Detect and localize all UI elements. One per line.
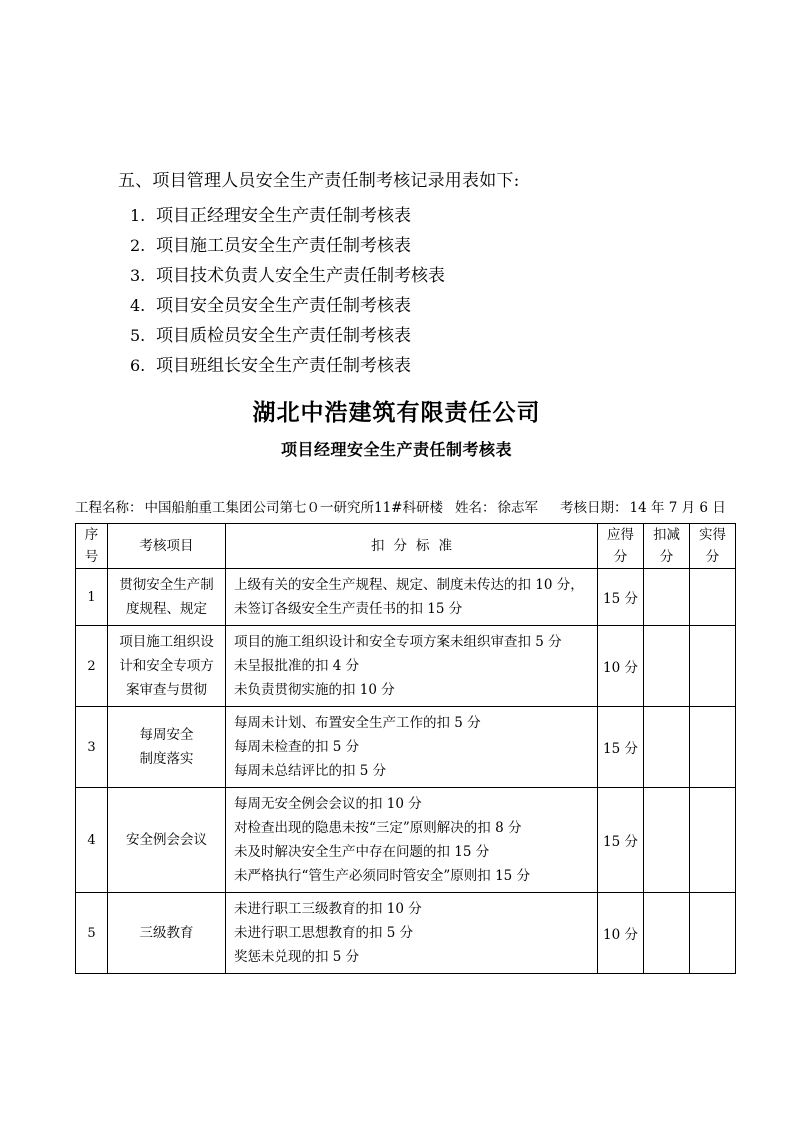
cell-deducted-score[interactable] bbox=[644, 569, 690, 626]
review-date-value: 14 年 7 月 6 日 bbox=[629, 500, 726, 516]
table-row bbox=[76, 626, 736, 707]
list-item-number: 1. bbox=[130, 206, 146, 225]
table-header bbox=[76, 524, 736, 569]
deduction-standard-line: 未负责贯彻实施的扣 10 分 bbox=[234, 682, 395, 698]
assessment-item-line: 安全例会会议 bbox=[126, 832, 207, 848]
cell-actual-score[interactable] bbox=[690, 626, 736, 707]
cell-deducted-score[interactable] bbox=[644, 707, 690, 788]
cell-should-score[interactable]: 15 分 bbox=[598, 788, 644, 893]
cell-assessment-item bbox=[108, 788, 226, 893]
cell-should-score[interactable]: 15 分 bbox=[598, 569, 644, 626]
list-item-number: 2. bbox=[130, 236, 146, 255]
list-item-number: 3. bbox=[130, 266, 146, 285]
cell-assessment-item bbox=[108, 626, 226, 707]
cell-actual-score[interactable] bbox=[690, 569, 736, 626]
column-header-deduct-line1: 扣减 bbox=[653, 527, 680, 543]
table-body bbox=[76, 569, 736, 974]
cell-deduction-standard bbox=[226, 569, 598, 626]
list-item bbox=[130, 261, 445, 291]
list-item bbox=[130, 201, 445, 231]
deduction-standard-line: 未严格执行“管生产必须同时管安全”原则扣 15 分 bbox=[234, 868, 531, 884]
deduction-standard-line: 每周未总结评比的扣 5 分 bbox=[234, 763, 387, 779]
assessment-item-line: 度规程、规定 bbox=[126, 601, 207, 617]
assessment-item-line: 计和安全专项方 bbox=[119, 658, 214, 674]
cell-deduction-standard bbox=[226, 626, 598, 707]
column-header-item: 考核项目 bbox=[108, 524, 226, 569]
list-item-label: 项目技术负责人安全生产责任制考核表 bbox=[156, 266, 445, 286]
deduction-standard-line: 对检查出现的隐患未按“三定”原则解决的扣 8 分 bbox=[234, 820, 522, 836]
deduction-standard-line: 上级有关的安全生产规程、规定、制度未传达的扣 10 分， bbox=[234, 577, 584, 593]
column-header-deducted-score bbox=[644, 524, 690, 569]
column-header-actual-line2: 分 bbox=[705, 549, 720, 565]
deduction-standard-line: 每周未计划、布置安全生产工作的扣 5 分 bbox=[234, 715, 481, 731]
column-header-actual-line1: 实得 bbox=[699, 527, 726, 543]
column-header-actual-score bbox=[690, 524, 736, 569]
evaluation-table bbox=[75, 523, 736, 974]
cell-assessment-item bbox=[108, 707, 226, 788]
assessment-item-line: 项目施工组织设 bbox=[119, 634, 214, 650]
person-name-value: 徐志军 bbox=[497, 500, 538, 516]
form-title: 项目经理安全生产责任制考核表 bbox=[280, 440, 512, 459]
list-item-label: 项目质检员安全生产责任制考核表 bbox=[156, 326, 411, 346]
cell-assessment-item bbox=[108, 893, 226, 974]
assessment-item-line: 案审查与贯彻 bbox=[126, 682, 207, 698]
cell-actual-score[interactable] bbox=[690, 893, 736, 974]
assessment-item-line: 制度落实 bbox=[139, 751, 194, 767]
column-header-standard: 扣分标准 bbox=[226, 524, 598, 569]
list-item-label: 项目班组长安全生产责任制考核表 bbox=[156, 356, 411, 376]
list-item-number: 6. bbox=[130, 356, 146, 375]
cell-row-number: 2 bbox=[76, 626, 108, 707]
cell-actual-score[interactable] bbox=[690, 788, 736, 893]
cell-row-number: 5 bbox=[76, 893, 108, 974]
assessment-item-line: 每周安全 bbox=[139, 727, 194, 743]
column-header-deduct-line2: 分 bbox=[659, 549, 674, 565]
deduction-standard-line: 项目的施工组织设计和安全专项方案未组织审查扣 5 分 bbox=[234, 634, 562, 650]
cell-row-number: 1 bbox=[76, 569, 108, 626]
form-list bbox=[130, 201, 445, 381]
column-header-no-line2: 号 bbox=[84, 549, 99, 565]
list-item bbox=[130, 321, 445, 351]
cell-row-number: 4 bbox=[76, 788, 108, 893]
deduction-standard-line: 每周无安全例会会议的扣 10 分 bbox=[234, 796, 422, 812]
column-header-should-score bbox=[598, 524, 644, 569]
project-name-value: 中国船舶重工集团公司第七０一研究所11#科研楼 bbox=[144, 500, 443, 516]
list-item bbox=[130, 291, 445, 321]
cell-assessment-item bbox=[108, 569, 226, 626]
cell-row-number: 3 bbox=[76, 707, 108, 788]
cell-deducted-score[interactable] bbox=[644, 788, 690, 893]
table-header-row bbox=[76, 524, 736, 569]
table-row bbox=[76, 707, 736, 788]
table-row bbox=[76, 788, 736, 893]
company-title: 湖北中浩建筑有限责任公司 bbox=[252, 400, 541, 426]
table-row bbox=[76, 569, 736, 626]
column-header-should-line2: 分 bbox=[613, 549, 628, 565]
review-date-label: 考核日期： bbox=[560, 500, 628, 516]
list-item bbox=[130, 231, 445, 261]
project-name-label: 工程名称： bbox=[75, 500, 143, 516]
cell-should-score[interactable]: 15 分 bbox=[598, 707, 644, 788]
cell-should-score[interactable]: 10 分 bbox=[598, 626, 644, 707]
column-header-should-line1: 应得 bbox=[607, 527, 634, 543]
table-row bbox=[76, 893, 736, 974]
assessment-item-line: 三级教育 bbox=[139, 925, 194, 941]
cell-deduction-standard bbox=[226, 788, 598, 893]
cell-deduction-standard bbox=[226, 707, 598, 788]
deduction-standard-line: 未进行职工思想教育的扣 5 分 bbox=[234, 925, 414, 941]
person-name-label: 姓名： bbox=[455, 500, 496, 516]
list-item-label: 项目正经理安全生产责任制考核表 bbox=[156, 206, 411, 226]
list-item-number: 4. bbox=[130, 296, 146, 315]
assessment-item-line: 贯彻安全生产制 bbox=[119, 577, 214, 593]
cell-deducted-score[interactable] bbox=[644, 893, 690, 974]
deduction-standard-line: 未签订各级安全生产责任书的扣 15 分 bbox=[234, 601, 463, 617]
deduction-standard-line: 每周未检查的扣 5 分 bbox=[234, 739, 360, 755]
cell-deduction-standard bbox=[226, 893, 598, 974]
deduction-standard-line: 未进行职工三级教育的扣 10 分 bbox=[234, 901, 422, 917]
cell-deducted-score[interactable] bbox=[644, 626, 690, 707]
deduction-standard-line: 未呈报批准的扣 4 分 bbox=[234, 658, 360, 674]
list-item-label: 项目安全员安全生产责任制考核表 bbox=[156, 296, 411, 316]
project-info-line bbox=[75, 498, 735, 518]
list-item-number: 5. bbox=[130, 326, 146, 345]
column-header-no bbox=[76, 524, 108, 569]
list-item-label: 项目施工员安全生产责任制考核表 bbox=[156, 236, 411, 256]
section-heading: 五、项目管理人员安全生产责任制考核记录用表如下: bbox=[118, 171, 520, 191]
column-header-no-line1: 序 bbox=[84, 527, 99, 543]
cell-should-score[interactable]: 10 分 bbox=[598, 893, 644, 974]
cell-actual-score[interactable] bbox=[690, 707, 736, 788]
list-item bbox=[130, 351, 445, 381]
deduction-standard-line: 奖惩未兑现的扣 5 分 bbox=[234, 949, 360, 965]
deduction-standard-line: 未及时解决安全生产中存在问题的扣 15 分 bbox=[234, 844, 490, 860]
